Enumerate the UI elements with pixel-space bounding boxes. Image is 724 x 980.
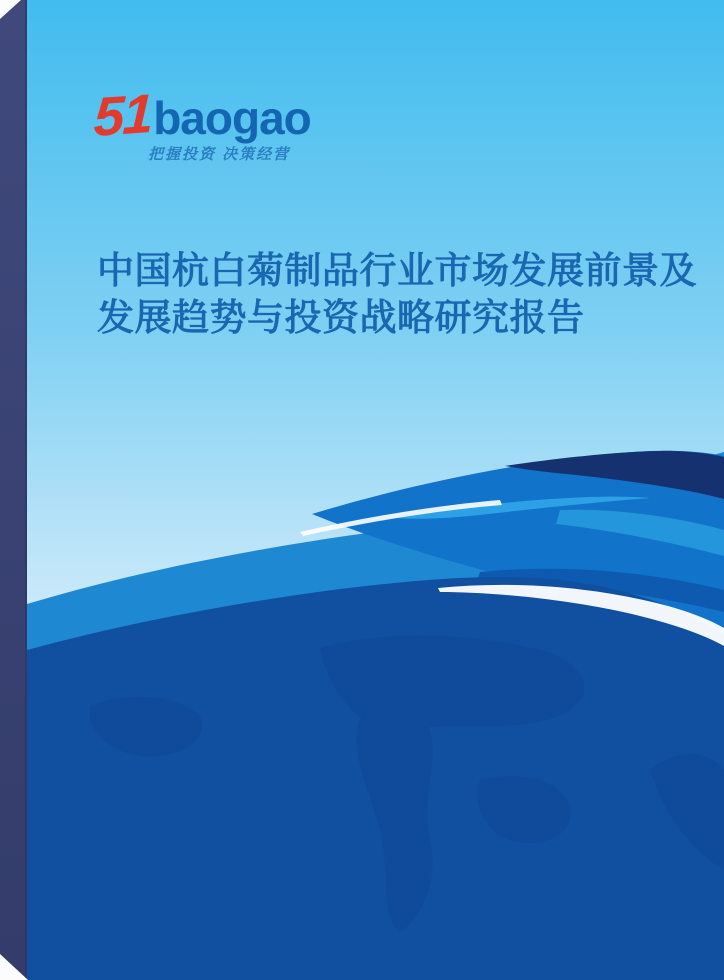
book-spine-edge (25, 0, 27, 980)
logo (92, 82, 311, 163)
book-spine (0, 0, 27, 980)
logo-wordmark (92, 82, 311, 148)
logo-slogan: 把握投资 决策经营 (148, 146, 291, 163)
logo-prefix-51: 51 (92, 82, 153, 148)
report-title-line1: 中国杭白菊制品行业市场发展前景及 (97, 250, 697, 291)
report-title-line2: 发展趋势与投资战略研究报告 (97, 297, 585, 338)
logo-name-baogao: baogao (153, 92, 311, 144)
report-title (97, 247, 697, 341)
